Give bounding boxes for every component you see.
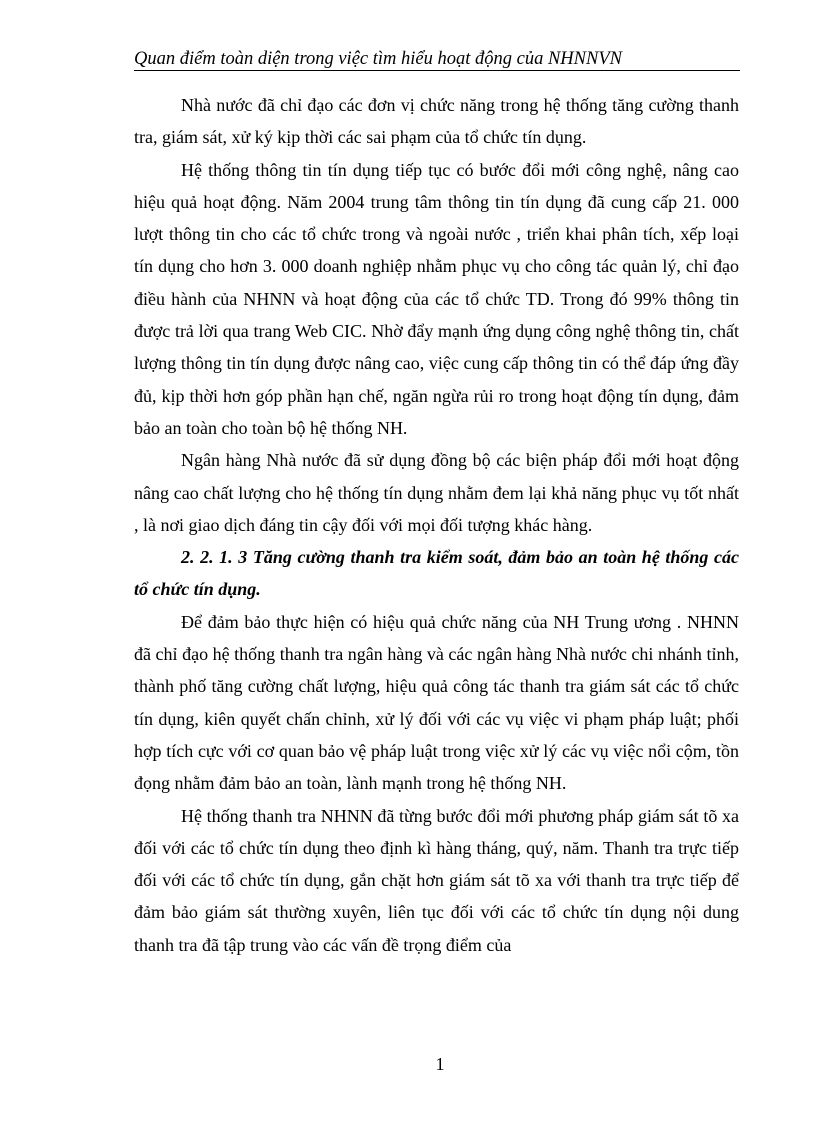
section-heading: 2. 2. 1. 3 Tăng cường thanh tra kiểm soát, đảm bảo an toàn hệ thống các tổ chức tín dụng. <box>134 547 739 600</box>
paragraph: Ngân hàng Nhà nước đã sử dụng đồng bộ các biện pháp đổi mới hoạt động nâng cao chất lượng cho hệ thống tín dụng nhằm đem lại khả năng phục vụ tốt nhất , là nơi giao dịch đáng tin cậy đối với mọi đối tượng khác hàng. <box>134 450 739 535</box>
paragraph: Để đảm bảo thực hiện có hiệu quả chức năng của NH Trung ương . NHNN đã chỉ đạo hệ thống thanh tra ngân hàng và các ngân hàng Nhà nước chi nhánh tỉnh, thành phố tăng cường chất lượng, hiệu quả công tác thanh tra giám sát các tổ chức tín dụng, kiên quyết chấn chỉnh, xử lý đối với các vụ việc vi phạm pháp luật; phối hợp tích cực với cơ quan bảo vệ pháp luật trong việc xử lý các vụ việc nổi cộm, tồn đọng nhằm đảm bảo an toàn, lành mạnh trong hệ thống NH. <box>134 611 739 794</box>
running-header: Quan điểm toàn diện trong việc tìm hiểu hoạt động của NHNNVN <box>134 49 622 69</box>
document-body <box>134 89 739 961</box>
header-rule <box>134 70 740 71</box>
paragraph: Nhà nước đã chỉ đạo các đơn vị chức năng trong hệ thống tăng cường thanh tra, giám sát, xử ký kịp thời các sai phạm của tổ chức tín dụng. <box>134 95 739 148</box>
paragraph: Hệ thống thanh tra NHNN đã từng bước đổi mới phương pháp giám sát tõ xa đối với các tổ chức tín dụng theo định kì hàng tháng, quý, năm. Thanh tra trực tiếp đối với các tổ chức tín dụng, gắn chặt hơn giám sát tõ xa với thanh tra trực tiếp để đảm bảo giám sát thường xuyên, liên tục đối với các tổ chức tín dụng nội dung thanh tra đã tập trung vào các vấn đề trọng điểm của <box>134 805 739 955</box>
page-number: 1 <box>435 1054 445 1074</box>
paragraph: Hệ thống thông tin tín dụng tiếp tục có bước đổi mới công nghệ, nâng cao hiệu quả hoạt động. Năm 2004 trung tâm thông tin tín dụng đã cung cấp 21. 000 lượt thông tin cho các tổ chức trong và ngoài nước , triển khai phân tích, xếp loại tín dụng cho hơn 3. 000 doanh nghiệp nhằm phục vụ cho công tác quản lý, chỉ đạo điều hành của NHNN và hoạt động của các tổ chức TD. Trong đó 99% thông tin được trả lời qua trang Web CIC. Nhờ đẩy mạnh ứng dụng công nghệ thông tin, chất lượng thông tin tín dụng được nâng cao, việc cung cấp thông tin có thể đáp ứng đầy đủ, kịp thời hơn góp phần hạn chế, ngăn ngừa rủi ro trong hoạt động tín dụng, đảm bảo an toàn cho toàn bộ hệ thống NH. <box>134 159 739 438</box>
